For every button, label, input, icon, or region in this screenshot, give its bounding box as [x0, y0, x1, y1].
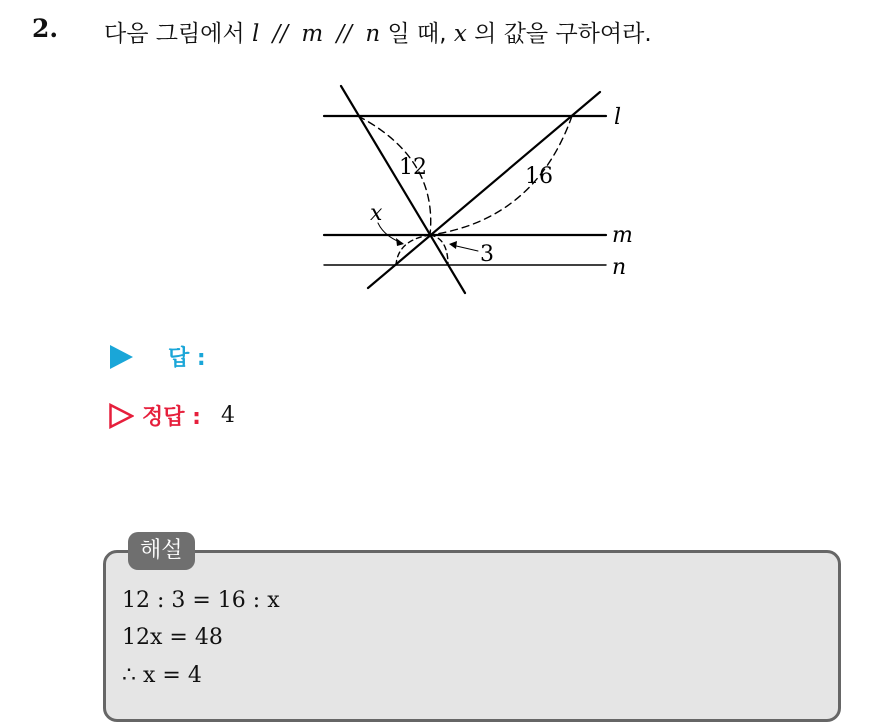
var-n: n — [365, 21, 381, 47]
var-m: m — [301, 21, 324, 47]
label-segment-x: x — [370, 201, 383, 226]
triangle-outline-icon — [108, 403, 134, 429]
x-arrowhead — [396, 238, 404, 246]
3-arrowhead — [449, 241, 457, 249]
parallel-symbol-2: // — [336, 21, 353, 47]
correct-answer-value: 4 — [220, 403, 235, 428]
question-text-mid: 일 때, — [387, 21, 447, 47]
correct-answer-label: 정답 : — [142, 405, 201, 430]
answer-label: 답 : — [168, 346, 206, 371]
label-segment-16: 16 — [525, 164, 553, 189]
correct-answer-row — [108, 400, 235, 431]
label-segment-3: 3 — [480, 242, 494, 267]
question-text-start: 다음 그림에서 — [104, 21, 245, 47]
solution-line-3: ∴ x = 4 — [122, 663, 202, 688]
question-number: 2. — [32, 14, 59, 43]
solution-line-1: 12 : 3 = 16 : x — [122, 588, 280, 613]
label-segment-12: 12 — [399, 155, 427, 180]
label-line-n: n — [612, 255, 627, 280]
answer-row — [108, 341, 206, 372]
var-l: l — [251, 21, 260, 47]
solution-tab: 해설 — [128, 532, 195, 570]
solution-line-2: 12x = 48 — [122, 625, 223, 650]
parallel-symbol: // — [272, 21, 289, 47]
label-line-m: m — [612, 223, 633, 248]
label-line-l: l — [614, 105, 622, 130]
question-text-end: 의 값을 구하여라. — [474, 21, 652, 47]
triangle-play-icon — [108, 344, 134, 370]
var-x: x — [453, 21, 467, 47]
